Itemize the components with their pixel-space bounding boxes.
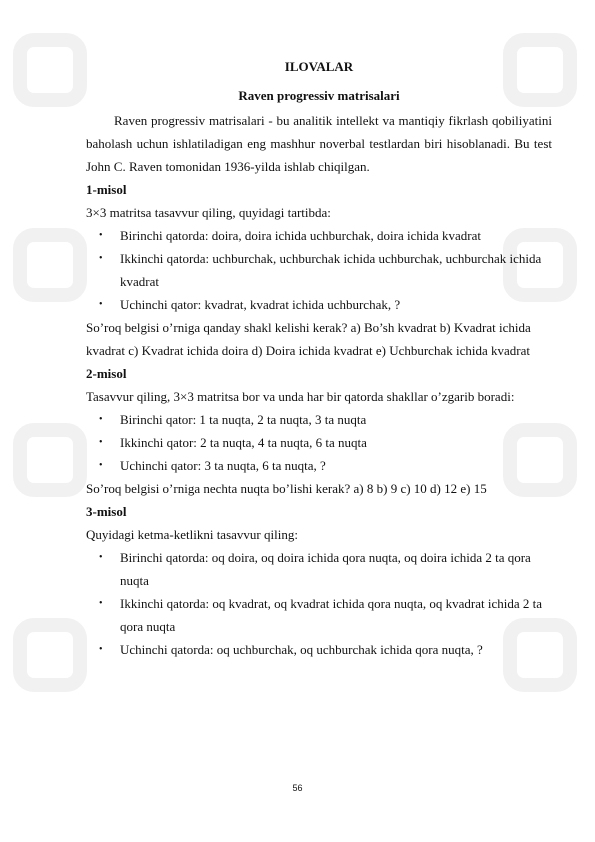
example-2-list — [86, 408, 552, 477]
page-number: 56 — [292, 783, 303, 793]
page-title: ILOVALAR — [284, 59, 354, 74]
bullet-icon: • — [99, 414, 103, 425]
list-item: • Uchinchi qatorda: oq uchburchak, oq uchburchak ichida qora nuqta, ? — [86, 638, 552, 661]
bullet-icon: • — [99, 552, 103, 563]
example-2-heading: 2-misol — [86, 366, 127, 381]
list-item: • Uchinchi qator: 3 ta nuqta, 6 ta nuqta, ? — [86, 454, 552, 477]
example-1-lead: 3×3 matritsa tasavvur qiling, quyidagi tartibda: — [86, 205, 331, 220]
bullet-icon: • — [99, 437, 103, 448]
example-3-lead: Quyidagi ketma-ketlikni tasavvur qiling: — [86, 527, 298, 542]
bullet-icon: • — [99, 644, 103, 655]
bullet-icon: • — [99, 230, 103, 241]
example-2-question: So’roq belgisi o’rniga nechta nuqta bo’lishi kerak? a) 8 b) 9 c) 10 d) 12 e) 15 — [86, 481, 487, 496]
list-item: • Birinchi qator: 1 ta nuqta, 2 ta nuqta, 3 ta nuqta — [86, 408, 552, 431]
list-item: • Uchinchi qator: kvadrat, kvadrat ichida uchburchak, ? — [86, 293, 552, 316]
list-item: • Ikkinchi qatorda: oq kvadrat, oq kvadrat ichida qora nuqta, oq kvadrat ichida 2 ta qora nuqta — [86, 592, 552, 638]
intro-paragraph: Raven progressiv matrisalari - bu analitik intellekt va mantiqiy fikrlash qobiliyatini baholash uchun ishlatiladigan eng mashhur noverbal testlardan biri hisoblanadi. Bu test John C. Raven tomonidan 1936-yilda ishlab chiqilgan. — [86, 113, 552, 174]
bullet-icon: • — [99, 253, 103, 264]
bullet-icon: • — [99, 299, 103, 310]
list-item: • Birinchi qatorda: oq doira, oq doira ichida qora nuqta, oq doira ichida 2 ta qora nuqta — [86, 546, 552, 592]
example-1-question: So’roq belgisi o’rniga qanday shakl kelishi kerak? a) Bo’sh kvadrat b) Kvadrat ichida kvadrat c) Kvadrat ichida doira d) Doira ichida kvadrat e) Uchburchak ichida kvadrat — [86, 320, 531, 358]
list-item: • Ikkinchi qator: 2 ta nuqta, 4 ta nuqta, 6 ta nuqta — [86, 431, 552, 454]
list-item: • Birinchi qatorda: doira, doira ichida uchburchak, doira ichida kvadrat — [86, 224, 552, 247]
example-3-heading: 3-misol — [86, 504, 127, 519]
list-item: • Ikkinchi qatorda: uchburchak, uchburchak ichida uchburchak, uchburchak ichida kvadrat — [86, 247, 552, 293]
example-1-list — [86, 224, 552, 316]
example-3-list — [86, 546, 552, 661]
page-subtitle: Raven progressiv matrisalari — [238, 88, 400, 103]
bullet-icon: • — [99, 598, 103, 609]
example-1-heading: 1-misol — [86, 182, 127, 197]
bullet-icon: • — [99, 460, 103, 471]
document-body — [86, 55, 552, 661]
example-2-lead: Tasavvur qiling, 3×3 matritsa bor va unda har bir qatorda shakllar o’zgarib boradi: — [86, 389, 515, 404]
